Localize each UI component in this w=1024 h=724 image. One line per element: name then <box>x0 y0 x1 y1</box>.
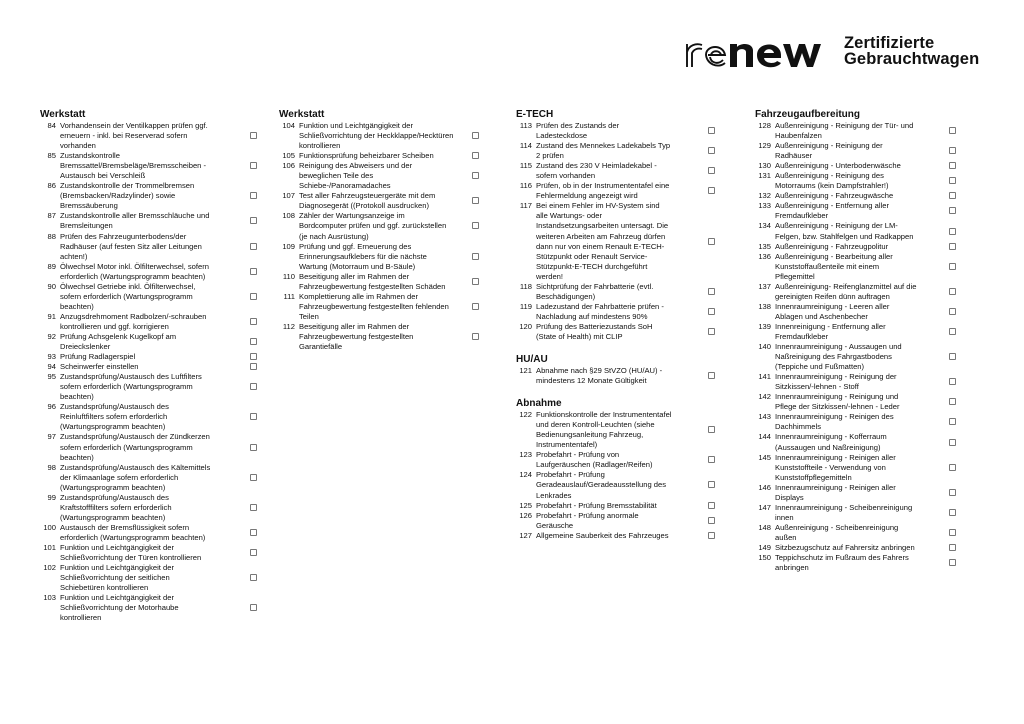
column-2 <box>279 109 482 352</box>
checkbox[interactable] <box>250 363 257 370</box>
item-text: Bei einem Fehler im HV-System sind alle Wartungs- oder Instandsetzungsarbeiten untersagt. Die weiteren Arbeiten am Fahrzeug dürfen dann nur von einem Renault E-TECH-Stützpunkt oder Renault Service-Stützpunkt-E-TECH durchgeführt werden! <box>536 201 669 281</box>
item-text: Funktion und Leichtgängigkeit der Schließvorrichtung der Heckklappe/Hecktüren kontrollieren <box>299 121 454 151</box>
item-number: 103 <box>43 593 56 603</box>
checkbox[interactable] <box>708 167 715 174</box>
item-number: 121 <box>519 366 532 376</box>
checklist-item <box>755 432 959 452</box>
renew-logo-graphic <box>684 34 836 68</box>
item-number: 97 <box>47 432 56 442</box>
checkbox[interactable] <box>708 456 715 463</box>
section-title: E-TECH <box>516 109 554 120</box>
item-text: Zähler der Wartungsanzeige im Bordcomputer prüfen und ggf. zurückstellen (je nach Ausrüstung) <box>299 211 447 241</box>
checkbox[interactable] <box>250 383 257 390</box>
item-text: Prüfen, ob in der Instrumententafel eine Fehlermeldung angezeigt wird <box>536 181 670 201</box>
checkbox[interactable] <box>708 426 715 433</box>
item-text: Probefahrt - Prüfung Bremsstabilität <box>536 500 657 510</box>
item-text: Funktionsprüfung beheizbarer Scheiben <box>299 151 434 161</box>
checklist-item <box>516 141 718 161</box>
checklist-item <box>40 402 260 432</box>
checklist-item <box>40 463 260 493</box>
item-number: 123 <box>519 450 532 460</box>
item-number: 146 <box>758 482 771 492</box>
item-number: 88 <box>47 231 56 241</box>
checkbox[interactable] <box>949 147 956 154</box>
checklist-item <box>279 151 482 161</box>
item-text: Außenreinigung - Fahrzeugwäsche <box>775 191 894 201</box>
section <box>516 354 718 386</box>
section <box>279 109 482 352</box>
checklist-item <box>516 161 718 181</box>
item-number: 136 <box>758 251 771 261</box>
checklist-item <box>755 412 959 432</box>
item-text: Außenreinigung - Reinigung der LM-Felgen, bzw. Stahlfelgen und Radkappen <box>775 221 914 241</box>
checkbox[interactable] <box>250 268 257 275</box>
checkbox[interactable] <box>472 197 479 204</box>
checklist-item <box>279 322 482 352</box>
checkbox[interactable] <box>250 474 257 481</box>
checkbox[interactable] <box>949 127 956 134</box>
checkbox[interactable] <box>949 353 956 360</box>
item-text: Innenraumreinigung - Leeren aller Ablagen und Aschenbecher <box>775 301 890 321</box>
item-number: 91 <box>47 311 56 321</box>
checklist-item <box>516 511 718 531</box>
checklist-item <box>755 453 959 483</box>
item-text: Ladezustand der Fahrbatterie prüfen - Nachladung auf mindestens 90% <box>536 301 664 321</box>
item-number: 110 <box>282 271 295 281</box>
checklist-item <box>516 201 718 281</box>
item-number: 122 <box>519 410 532 420</box>
item-text: Zustand des 230 V Heimladekabel - sofern vorhanden <box>536 161 657 181</box>
item-text: Innenraumreinigung - Reinigen aller Kunststoffteile - Verwendung von Kunststoffpflegemitteln <box>775 452 896 482</box>
checkbox[interactable] <box>949 544 956 551</box>
item-text: Zustandsprüfung/Austausch des Reinluftfilters sofern erforderlich (Wartungsprogramm beachten) <box>60 402 169 432</box>
item-text: Funktion und Leichtgängigkeit der Schließvorrichtung der Motorhaube kontrollieren <box>60 593 179 623</box>
item-number: 120 <box>519 321 532 331</box>
checkbox[interactable] <box>708 147 715 154</box>
item-text: Außenreinigung- Reifenglanzmittel auf die gereinigten Reifen dünn auftragen <box>775 281 917 301</box>
checkbox[interactable] <box>250 338 257 345</box>
checklist-item <box>755 553 959 573</box>
item-number: 124 <box>519 470 532 480</box>
checklist-item <box>516 282 718 302</box>
checklist-item <box>279 121 482 151</box>
checkbox[interactable] <box>250 353 257 360</box>
checkbox[interactable] <box>949 529 956 536</box>
item-number: 129 <box>758 141 771 151</box>
item-number: 111 <box>283 291 295 301</box>
checkbox[interactable] <box>949 192 956 199</box>
checklist-item <box>755 392 959 412</box>
item-number: 143 <box>758 412 771 422</box>
column-3 <box>516 109 718 541</box>
renew-logo <box>684 34 836 68</box>
checkbox[interactable] <box>472 152 479 159</box>
section-title: Werkstatt <box>279 109 325 120</box>
item-text: Sitzbezugschutz auf Fahrersitz anbringen <box>775 542 915 552</box>
section-title: HU/AU <box>516 354 548 366</box>
item-text: Probefahrt - Prüfung Geradeauslauf/Geradeausstellung des Lenkrades <box>536 470 667 500</box>
checklist-item <box>516 366 718 386</box>
item-number: 108 <box>282 211 295 221</box>
checklist-item <box>516 121 718 141</box>
checkbox[interactable] <box>949 328 956 335</box>
checkbox[interactable] <box>472 278 479 285</box>
section <box>516 398 718 541</box>
checklist-item <box>40 543 260 563</box>
checklist-item <box>755 372 959 392</box>
checklist-item <box>40 232 260 262</box>
item-text: Komplettierung alle im Rahmen der Fahrzeugbewertung festgestellten fehlenden Teilen <box>299 291 449 321</box>
checkbox[interactable] <box>250 293 257 300</box>
section-title: Werkstatt <box>40 109 86 120</box>
checkbox[interactable] <box>250 132 257 139</box>
item-text: Zustandsprüfung/Austausch der Zündkerzen sofern erforderlich (Wartungsprogramm beachten) <box>60 432 210 462</box>
checkbox[interactable] <box>949 177 956 184</box>
item-number: 109 <box>282 241 295 251</box>
checklist-item <box>40 523 260 543</box>
item-number: 142 <box>758 392 771 402</box>
item-text: Test aller Fahrzeugsteuergeräte mit dem Diagnosegerät ((Protokoll ausdrucken) <box>299 191 436 211</box>
checklist-item <box>755 252 959 282</box>
checklist-item <box>279 191 482 211</box>
checkbox[interactable] <box>472 222 479 229</box>
checklist-item <box>516 470 718 500</box>
checkbox[interactable] <box>708 532 715 539</box>
checkbox[interactable] <box>949 509 956 516</box>
checklist-item <box>755 302 959 322</box>
item-text: Prüfen des Fahrzeugunterbodens/der Radhäuser (auf festen Sitz aller Leitungen achten!) <box>60 231 202 261</box>
checkbox[interactable] <box>472 303 479 310</box>
checklist-item <box>755 242 959 252</box>
item-number: 150 <box>758 553 771 563</box>
checklist-item <box>40 282 260 312</box>
checkbox[interactable] <box>949 207 956 214</box>
item-text: Vorhandensein der Ventilkappen prüfen ggf. erneuern - inkl. bei Reserverad sofern vorhanden <box>60 121 208 151</box>
item-number: 141 <box>758 372 771 382</box>
item-text: Ölwechsel Getriebe inkl. Ölfilterwechsel, sofern erforderlich (Wartungsprogramm beachten) <box>60 281 196 311</box>
checklist-item <box>516 450 718 470</box>
item-text: Prüfung und ggf. Erneuerung des Erinnerungsaufklebers für die nächste Wartung (Motorraum und B-Säule) <box>299 241 427 271</box>
checkbox[interactable] <box>250 574 257 581</box>
checkbox[interactable] <box>472 172 479 179</box>
item-number: 138 <box>758 301 771 311</box>
item-number: 117 <box>519 201 532 211</box>
header <box>684 34 1004 74</box>
item-text: Außenreinigung - Unterbodenwäsche <box>775 161 901 171</box>
item-text: Innenraumreinigung - Reinigung der Sitzkissen/-lehnen - Stoff <box>775 372 897 392</box>
checkbox[interactable] <box>250 192 257 199</box>
item-number: 130 <box>758 161 771 171</box>
checklist-item <box>516 410 718 450</box>
checklist-item <box>279 161 482 191</box>
item-text: Außenreinigung - Bearbeitung aller Kunststoffaußenteile mit einem Pflegemittel <box>775 251 893 281</box>
checklist-item <box>516 501 718 511</box>
item-number: 132 <box>758 191 771 201</box>
checkbox[interactable] <box>708 328 715 335</box>
item-number: 148 <box>758 522 771 532</box>
checkbox[interactable] <box>708 238 715 245</box>
item-text: Innenraumreinigung - Reinigen aller Displays <box>775 482 896 502</box>
item-number: 113 <box>519 121 532 130</box>
section <box>516 109 718 342</box>
column-1 <box>40 109 260 623</box>
item-text: Zustandsprüfung/Austausch des Kältemittels der Klimaanlage sofern erforderlich (Wartungsprogramm beachten) <box>60 462 211 492</box>
item-number: 134 <box>758 221 771 231</box>
item-text: Prüfung Achsgelenk Kugelkopf am Dreieckslenker <box>60 331 177 352</box>
item-text: Außenreinigung - Fahrzeugpolitur <box>775 241 889 251</box>
item-number: 139 <box>758 321 771 331</box>
checklist-item <box>755 523 959 543</box>
item-number: 95 <box>47 372 56 382</box>
item-text: Innenraumreinigung - Aussaugen und Naßreinigung des Fahrgastbodens (Teppiche und Fußmatten) <box>775 342 902 372</box>
tagline-line1: Zertifizierte <box>844 34 935 52</box>
checkbox[interactable] <box>949 288 956 295</box>
checkbox[interactable] <box>708 517 715 524</box>
checkbox[interactable] <box>949 378 956 385</box>
item-number: 133 <box>758 201 771 211</box>
item-number: 93 <box>47 352 56 362</box>
item-text: Abnahme nach §29 StVZO (HU/AU) - mindestens 12 Monate Gültigkeit <box>536 366 663 386</box>
checklist-item <box>40 332 260 352</box>
checklist-item <box>755 171 959 191</box>
item-text: Scheinwerfer einstellen <box>60 362 139 372</box>
tagline <box>844 35 979 67</box>
item-text: Innenraumreinigung - Kofferraum (Aussaugen und Naßreinigung) <box>775 432 887 452</box>
checklist-item <box>279 242 482 272</box>
checkbox[interactable] <box>250 413 257 420</box>
checkbox[interactable] <box>250 162 257 169</box>
section-title: Fahrzeugaufbereitung <box>755 109 861 120</box>
item-number: 135 <box>758 241 771 251</box>
item-text: Probefahrt - Prüfung von Laufgeräuschen (Radlager/Reifen) <box>536 450 653 470</box>
checkbox[interactable] <box>472 132 479 139</box>
item-text: Zustandskontrolle aller Bremsschläuche und Bremsleitungen <box>60 211 210 231</box>
item-text: Funktion und Leichtgängigkeit der Schließvorrichtung der Türen kontrollieren <box>60 542 202 563</box>
item-text: Außenreinigung - Scheibenreinigung außen <box>775 522 899 542</box>
checklist-item <box>755 161 959 171</box>
item-number: 104 <box>282 121 295 130</box>
checklist-item <box>40 181 260 211</box>
item-text: Beseitigung aller im Rahmen der Fahrzeugbewertung festgestellten Garantiefälle <box>299 321 414 352</box>
checkbox[interactable] <box>708 481 715 488</box>
item-number: 137 <box>758 281 771 291</box>
item-text: Anzugsdrehmoment Radbolzen/-schrauben kontrollieren und ggf. korrigieren <box>60 311 207 331</box>
item-number: 119 <box>519 301 532 311</box>
item-text: Zustandskontrolle Bremssattel/Bremsbeläge/Bremsscheiben - Austausch bei Verschleiß <box>60 151 207 181</box>
item-text: Ölwechsel Motor inkl. Ölfilterwechsel, sofern erforderlich (Wartungsprogramm beachten) <box>60 261 209 281</box>
checkbox[interactable] <box>708 372 715 379</box>
item-number: 114 <box>519 141 532 151</box>
item-text: Prüfung Radlagerspiel <box>60 352 136 362</box>
item-text: Außenreinigung - Reinigung des Motorraums (kein Dampfstrahler!) <box>775 171 889 191</box>
item-number: 90 <box>47 281 56 291</box>
checklist-item <box>40 563 260 593</box>
item-number: 112 <box>282 321 295 331</box>
checklist-item <box>516 531 718 541</box>
item-number: 144 <box>758 432 771 442</box>
checkbox[interactable] <box>708 308 715 315</box>
item-text: Zustand des Mennekes Ladekabels Typ 2 prüfen <box>536 141 671 161</box>
checklist-item <box>279 292 482 322</box>
checkbox[interactable] <box>949 263 956 270</box>
item-text: Außenreinigung - Reinigung der Tür- und Haubenfalzen <box>775 121 914 141</box>
checkbox[interactable] <box>708 288 715 295</box>
column-4 <box>755 109 959 573</box>
item-text: Innenreinigung - Entfernung aller Fremdaufkleber <box>775 321 886 341</box>
checkbox[interactable] <box>250 243 257 250</box>
item-text: Allgemeine Sauberkeit des Fahrzeuges <box>536 530 669 540</box>
checkbox[interactable] <box>949 308 956 315</box>
item-text: Zustandsprüfung/Austausch des Kraftstofffilters sofern erforderlich (Wartungsprogramm beachten) <box>60 492 172 522</box>
checklist-item <box>279 211 482 241</box>
item-text: Teppichschutz im Fußraum des Fahrers anbringen <box>775 553 909 573</box>
checklist-item <box>40 432 260 462</box>
checkbox[interactable] <box>250 549 257 556</box>
item-text: Zustandskontrolle der Trommelbremsen (Bremsbacken/Radzylinder) sowie Bremssäuberung <box>60 181 195 211</box>
checklist-item <box>755 201 959 221</box>
item-number: 145 <box>758 452 771 462</box>
item-number: 126 <box>519 510 532 520</box>
checklist-item <box>516 322 718 342</box>
item-number: 102 <box>43 563 56 573</box>
item-text: Außenreinigung - Entfernung aller Fremdaufkleber <box>775 201 889 221</box>
checklist-item <box>279 272 482 292</box>
checkbox[interactable] <box>250 529 257 536</box>
checkbox[interactable] <box>708 502 715 509</box>
checklist-item <box>755 121 959 141</box>
item-number: 101 <box>43 542 56 552</box>
item-number: 92 <box>47 331 56 341</box>
item-number: 125 <box>519 500 532 510</box>
checkbox[interactable] <box>472 333 479 340</box>
item-text: Prüfen des Zustands der Ladesteckdose <box>536 121 620 141</box>
item-number: 87 <box>47 211 56 221</box>
item-text: Funktionskontrolle der Instrumententafel und deren Kontroll-Leuchten (siehe Bedienungsanleitung Fahrzeug, Instrumententafel) <box>536 410 672 450</box>
checkbox[interactable] <box>250 604 257 611</box>
checkbox[interactable] <box>708 127 715 134</box>
section <box>40 109 260 623</box>
item-number: 98 <box>47 462 56 472</box>
tagline-line2: Gebrauchtwagen <box>844 50 980 68</box>
checklist-item <box>40 352 260 362</box>
checklist-item <box>40 151 260 181</box>
checklist-item <box>516 181 718 201</box>
checkbox[interactable] <box>949 464 956 471</box>
checkbox[interactable] <box>250 217 257 224</box>
checklist-item <box>755 503 959 523</box>
checkbox[interactable] <box>708 187 715 194</box>
checkbox[interactable] <box>949 398 956 405</box>
checkbox[interactable] <box>250 504 257 511</box>
checklist-item <box>40 312 260 332</box>
section <box>755 109 959 573</box>
checklist-item <box>40 493 260 523</box>
checkbox[interactable] <box>472 253 479 260</box>
item-text: Innenraumreinigung - Reinigen des Dachhimmels <box>775 412 894 432</box>
item-text: Austausch der Bremsflüssigkeit sofern erforderlich (Wartungsprogramm beachten) <box>60 522 206 542</box>
checklist-item <box>755 282 959 302</box>
checklist-item <box>755 191 959 201</box>
checkbox[interactable] <box>949 228 956 235</box>
item-number: 118 <box>519 281 532 291</box>
item-number: 116 <box>519 181 532 191</box>
section-title: Abnahme <box>516 398 562 410</box>
checkbox[interactable] <box>949 418 956 425</box>
item-number: 85 <box>47 151 56 161</box>
item-number: 100 <box>43 522 56 532</box>
checklist-item <box>755 141 959 161</box>
item-text: Funktion und Leichtgängigkeit der Schließvorrichtung der seitlichen Schiebetüren kontrollieren <box>60 563 174 593</box>
item-text: Zustandsprüfung/Austausch des Luftfilters sofern erforderlich (Wartungsprogramm beachten) <box>60 372 202 402</box>
checklist-item <box>40 262 260 282</box>
checklist-item <box>755 543 959 553</box>
item-number: 149 <box>758 542 771 552</box>
item-number: 96 <box>47 402 56 412</box>
item-number: 106 <box>282 161 295 171</box>
checkbox[interactable] <box>949 489 956 496</box>
item-text: Innenraumreinigung - Reinigung und Pflege der Sitzkissen/-lehnen - Leder <box>775 392 900 412</box>
checklist-item <box>40 593 260 623</box>
item-text: Innenraumreinigung - Scheibenreinigung innen <box>775 502 913 522</box>
item-number: 131 <box>758 171 771 181</box>
checklist-item <box>755 342 959 372</box>
item-number: 127 <box>519 530 532 540</box>
checkbox[interactable] <box>250 318 257 325</box>
item-number: 128 <box>758 121 771 130</box>
checklist-item <box>40 372 260 402</box>
item-number: 89 <box>47 261 56 271</box>
item-text: Beseitigung aller im Rahmen der Fahrzeugbewertung festgestellten Schäden <box>299 271 446 291</box>
item-text: Probefahrt - Prüfung anormale Geräusche <box>536 510 639 530</box>
checkbox[interactable] <box>949 162 956 169</box>
item-number: 107 <box>282 191 295 201</box>
checklist-item <box>755 483 959 503</box>
item-text: Reinigung des Abweisers und der beweglichen Teile des Schiebe-/Panoramadaches <box>299 161 413 191</box>
checklist-item <box>755 322 959 342</box>
item-number: 140 <box>758 342 771 352</box>
item-number: 147 <box>758 502 771 512</box>
item-number: 105 <box>282 151 295 161</box>
item-number: 99 <box>47 492 56 502</box>
checkbox[interactable] <box>949 559 956 566</box>
item-text: Außenreinigung - Reinigung der Radhäuser <box>775 141 883 161</box>
item-number: 115 <box>519 161 532 171</box>
item-text: Prüfung des Batteriezustands SoH (State of Health) mit CLIP <box>536 321 653 341</box>
checkbox[interactable] <box>949 243 956 250</box>
checkbox[interactable] <box>250 444 257 451</box>
checkbox[interactable] <box>949 439 956 446</box>
checklist-item <box>755 221 959 241</box>
checklist-item <box>40 211 260 231</box>
item-number: 94 <box>47 362 56 372</box>
item-number: 84 <box>47 121 56 130</box>
checklist-item <box>40 121 260 151</box>
checklist-item <box>516 302 718 322</box>
item-text: Sichtprüfung der Fahrbatterie (evtl. Beschädigungen) <box>536 281 654 301</box>
checklist-item <box>40 362 260 372</box>
item-number: 86 <box>47 181 56 191</box>
